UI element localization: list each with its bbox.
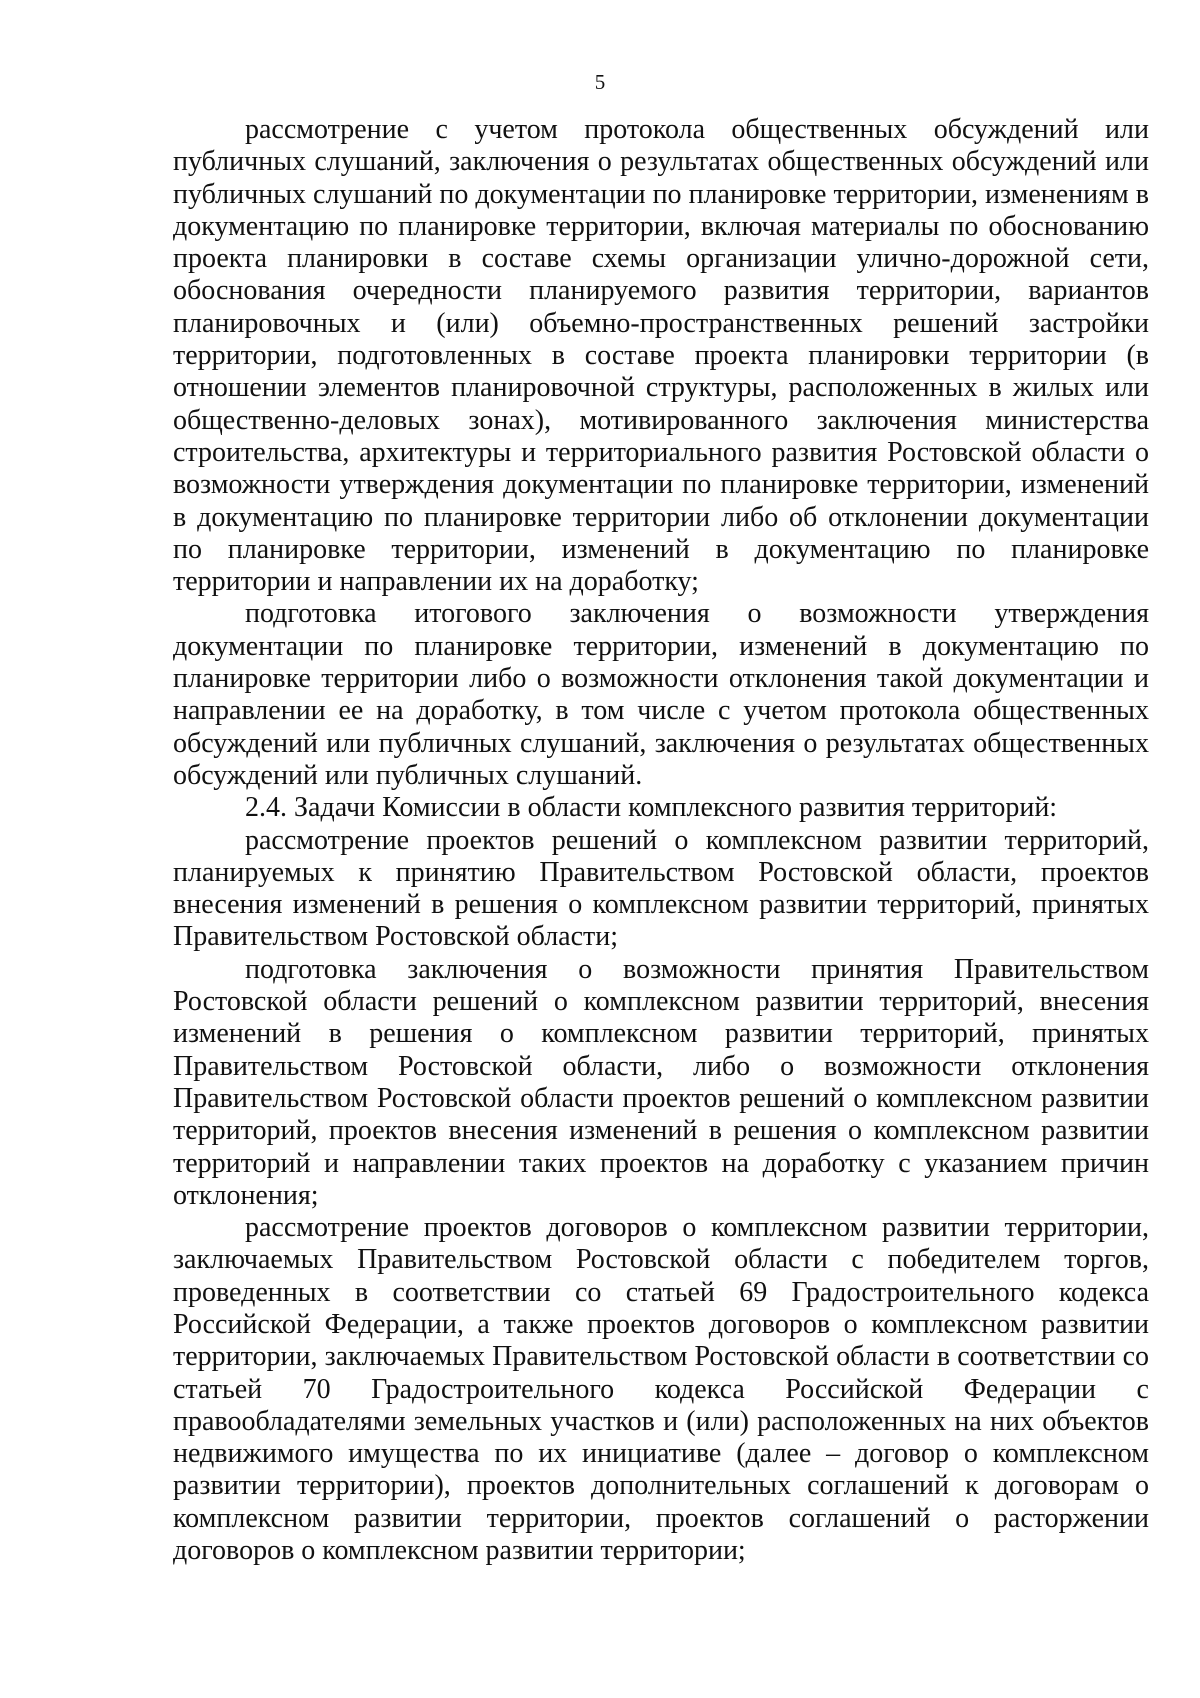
document-body [173, 114, 1149, 1567]
paragraph-review-protocol: рассмотрение с учетом протокола общественных обсуждений или публичных слушаний, заключения о результатах общественных обсуждений или публичных слушаний по документации по планировке территории, изменениям в документацию по планировке территории, включая материалы по обоснованию проекта планировки в составе схемы организации улично-дорожной сети, обоснования очередности планируемого развития территории, вариантов планировочных и (или) объемно-пространственных решений застройки территории, подготовленных в составе проекта планировки территории (в отношении элементов планировочной структуры, расположенных в жилых или общественно-деловых зонах), мотивированного заключения министерства строительства, архитектуры и территориального развития Ростовской области о возможности утверждения документации по планировке территории, изменений в документацию по планировке территории либо об отклонении документации по планировке территории, изменений в документацию по планировке территории и направлении их на доработку; [173, 114, 1149, 598]
paragraph-review-contracts: рассмотрение проектов договоров о комплексном развитии территории, заключаемых Правительством Ростовской области с победителем торгов, проведенных в соответствии со статьей 69 Градостроительного кодекса Российской Федерации, а также проектов договоров о комплексном развитии территории, заключаемых Правительством Ростовской области в соответствии со статьей 70 Градостроительного кодекса Российской Федерации с правообладателями земельных участков и (или) расположенных на них объектов недвижимого имущества по их инициативе (далее – договор о комплексном развитии территории), проектов дополнительных соглашений к договорам о комплексном развитии территории, проектов соглашений о расторжении договоров о комплексном развитии территории; [173, 1212, 1149, 1567]
paragraph-final-conclusion: подготовка итогового заключения о возможности утверждения документации по планировке территории, изменений в документацию по планировке территории либо о возможности отклонения такой документации и направлении ее на доработку, в том числе с учетом протокола общественных обсуждений или публичных слушаний, заключения о результатах общественных обсуждений или публичных слушаний. [173, 598, 1149, 791]
paragraph-review-decisions: рассмотрение проектов решений о комплексном развитии территорий, планируемых к принятию Правительством Ростовской области, проектов внесения изменений в решения о комплексном развитии территорий, принятых Правительством Ростовской области; [173, 824, 1149, 953]
paragraph-prepare-conclusion: подготовка заключения о возможности принятия Правительством Ростовской области решений о комплексном развитии территорий, внесения изменений в решения о комплексном развитии территорий, принятых Правительством Ростовской области, либо о возможности отклонения Правительством Ростовской области проектов решений о комплексном развитии территорий, проектов внесения изменений в решения о комплексном развитии территорий и направлении таких проектов на доработку с указанием причин отклонения; [173, 953, 1149, 1211]
page-number: 5 [594, 70, 606, 94]
section-heading-2-4: 2.4. Задачи Комиссии в области комплексного развития территорий: [245, 792, 1058, 824]
